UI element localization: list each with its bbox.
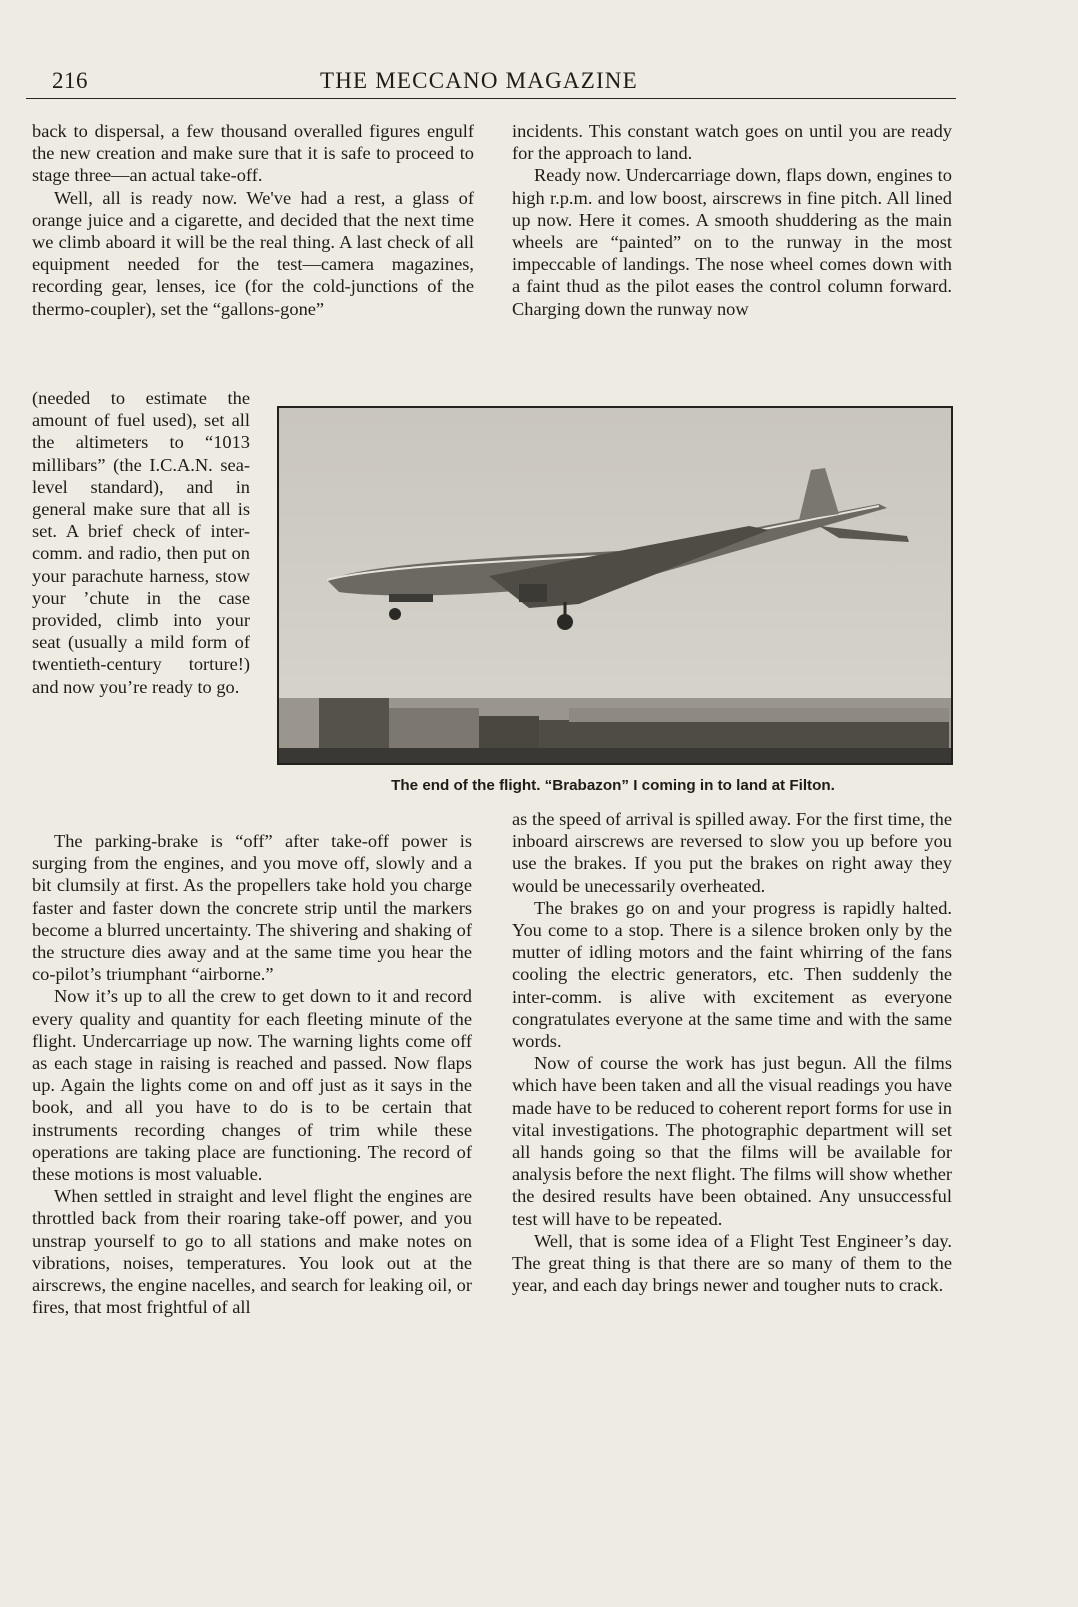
photo-caption: The end of the flight. “Brabazon” I coming in to land at Filton. [391, 777, 835, 794]
right-column-bottom [512, 808, 952, 1296]
paragraph: The parking-brake is “off” after take-off power is surging from the engines, and you move off, slowly and a bit clumsily at first. As the propellers take hold you charge faster and faster down the concrete strip until the markers become a blurred uncertainty. The shivering and shaking of the structure dies away and at the same time you hear the co-pilot’s triumphant “airborne.” [32, 831, 472, 985]
paragraph: Well, all is ready now. We've had a rest, a glass of orange juice and a cigarette, and decided that the next time we climb aboard it will be the real thing. A last check of all equipment needed for the test—camera magazines, recording gear, lenses, ice (for the cold-junctions of the thermo-coupler), set the “gallons-gone” [32, 187, 474, 319]
left-column-bottom [32, 830, 472, 1318]
paragraph: Ready now. Undercarriage down, flaps down, engines to high r.p.m. and low boost, airscrews in fine pitch. All lined up now. Here it comes. A smooth shuddering as the main wheels are “painted” on to the runway in the most impeccable of landings. The nose wheel comes down with a faint thud as the pilot eases the control column forward. Charging down the runway now [512, 165, 952, 319]
paragraph: Well, that is some idea of a Flight Test Engineer’s day. The great thing is that there are so many of them to the year, and each day brings newer and tougher nuts to crack. [512, 1230, 952, 1296]
left-column-narrow [32, 387, 250, 698]
paragraph: back to dispersal, a few thousand overalled figures engulf the new creation and make sure that it is safe to proceed to stage three—an actual take-off. [32, 121, 474, 186]
paragraph: When settled in straight and level flight the engines are throttled back from their roaring take-off power, and you unstrap yourself to go to all stations and make notes on vibrations, noises, temperatures. You look out at the airscrews, the engine nacelles, and search for leaking oil, or fires, that most frightful of all [32, 1186, 472, 1318]
paragraph: (needed to estimate the amount of fuel used), set all the altimeters to “1013 millibars” (the I.C.A.N. sea-level standard), and in general make sure that all is set. A brief check of inter-comm. and radio, then put on your parachute harness, stow your ’chute in the case provided, climb into your seat (usually a mild form of twentieth-century torture!) and now you’re ready to go. [32, 388, 250, 697]
paragraph: The brakes go on and your progress is rapidly halted. You come to a stop. There is a silence broken only by the mutter of idling motors and the faint whirring of the fans cooling the electric generators, etc. Then suddenly the inter-comm. is alive with excitement as everyone congratulates everyone at the same time and with the same words. [512, 897, 952, 1052]
page-header [26, 64, 956, 99]
paragraph: incidents. This constant watch goes on until you are ready for the approach to land. [512, 121, 952, 164]
brabazon-photo [277, 406, 953, 765]
paragraph: Now of course the work has just begun. All the films which have been taken and all the visual readings you have made have to be reduced to coherent report forms for use in vital investigations. The photographic department will set all hands going so that the films will be available for analysis before the next flight. The films will show whether the desired results have been obtained. Any unsuccessful test will have to be repeated. [512, 1053, 952, 1229]
paragraph: as the speed of arrival is spilled away. For the first time, the inboard airscrews are reversed to slow you up before you use the brakes. If you put the brakes on right away they would be unecessarily overheated. [512, 809, 952, 896]
left-column-top [32, 120, 474, 320]
magazine-title: THE MECCANO MAGAZINE [320, 68, 638, 93]
right-column-top [512, 120, 952, 320]
paragraph: Now it’s up to all the crew to get down to it and record every quality and quantity for each fleeting minute of the flight. Undercarriage up now. The warning lights come off as each stage in raising is reached and passed. Now flaps up. Again the lights come on and off just as it says in the book, and all you have to do is to be certain that instruments recording changes of trim while these operations are taking place are functioning. The record of these motions is most valuable. [32, 986, 472, 1185]
page-number: 216 [52, 68, 88, 93]
